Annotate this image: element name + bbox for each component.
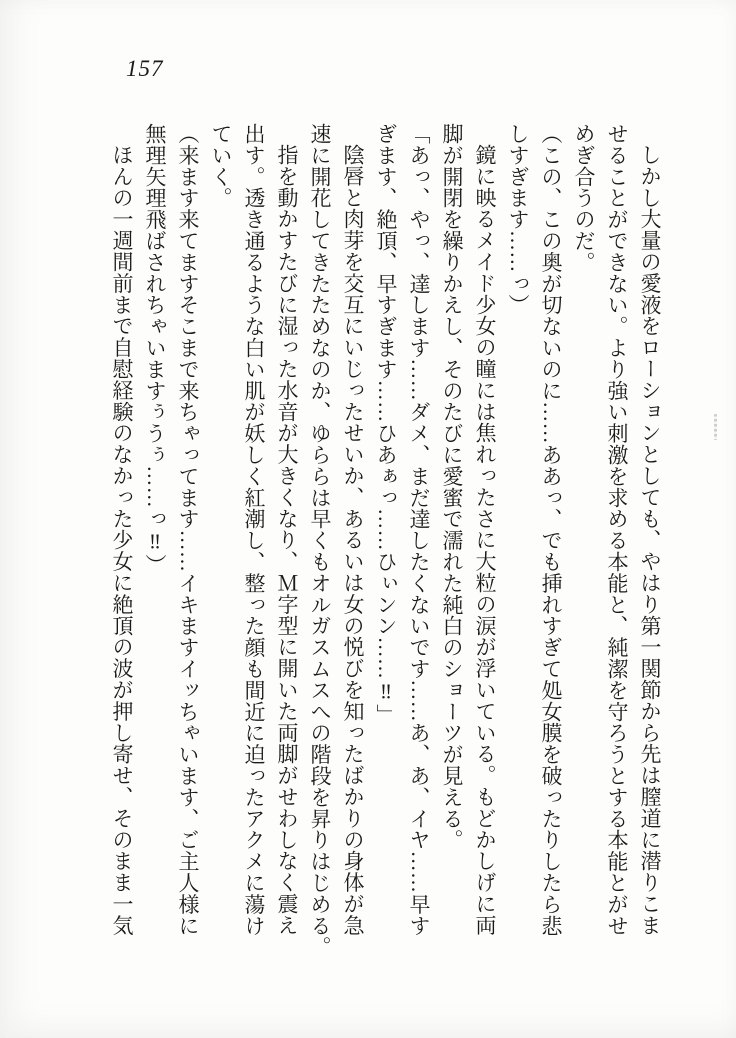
text-line: ぎます、絶頂、早すぎます……ひあぁっ……ひぃンン……‼」 (374, 123, 398, 726)
text-line: しかし大量の愛液をローションとしても、やはり第一関節から先は膣道に潜りこま (638, 144, 662, 936)
text-line: 鏡に映るメイド少女の瞳には焦れったさに大粒の涙が浮いている。もどかしげに両 (473, 144, 497, 936)
text-line: めぎ合うのだ。 (572, 123, 596, 273)
text-line: 無理矢理飛ばされちゃいますぅうぅ……っ‼） (143, 123, 167, 576)
text-line: 陰唇と肉芽を交互にいじったせいか、あるいは女の悦びを知ったばかりの身体が急 (341, 144, 365, 936)
text-line: せることができない。より強い刺激を求める本能と、純潔を守ろうとする本能とがせ (605, 123, 629, 937)
page-text (105, 123, 666, 971)
scan-artifact (714, 414, 717, 440)
page-number: 157 (126, 56, 164, 81)
text-line: ていく。 (209, 123, 233, 209)
text-line: 「あっ、やっ、達します……ダメ、まだ達したくないです……あ、あ、イヤ……早す (407, 123, 431, 937)
text-line: 指を動かすたびに湿った水音が大きくなり、Ｍ字型に開いた両脚がせわしなく震え (275, 144, 299, 936)
text-line: （来ます来てますそこまで来ちゃってます……イキますイッちゃいます、ご主人様に (176, 123, 200, 937)
text-line: 速に開花してきたためなのか、ゆららは早くもオルガスムスへの階段を昇りはじめる。 (308, 123, 332, 958)
text-line: ほんの一週間前まで自慰経験のなかった少女に絶頂の波が押し寄せ、そのまま一気 (110, 144, 134, 936)
text-line: 脚が開閉を繰りかえし、そのたびに愛蜜で濡れた純白のショーツが見える。 (440, 123, 464, 851)
text-line: 出す。透き通るような白い肌が妖しく紅潮し、整った顔も間近に迫ったアクメに蕩け (242, 123, 266, 937)
text-line: （この、この奥が切ないのに……ああっ、でも挿れすぎて処女膜を破ったりしたら悲 (539, 123, 563, 937)
text-line: しすぎます……っ） (506, 123, 530, 316)
